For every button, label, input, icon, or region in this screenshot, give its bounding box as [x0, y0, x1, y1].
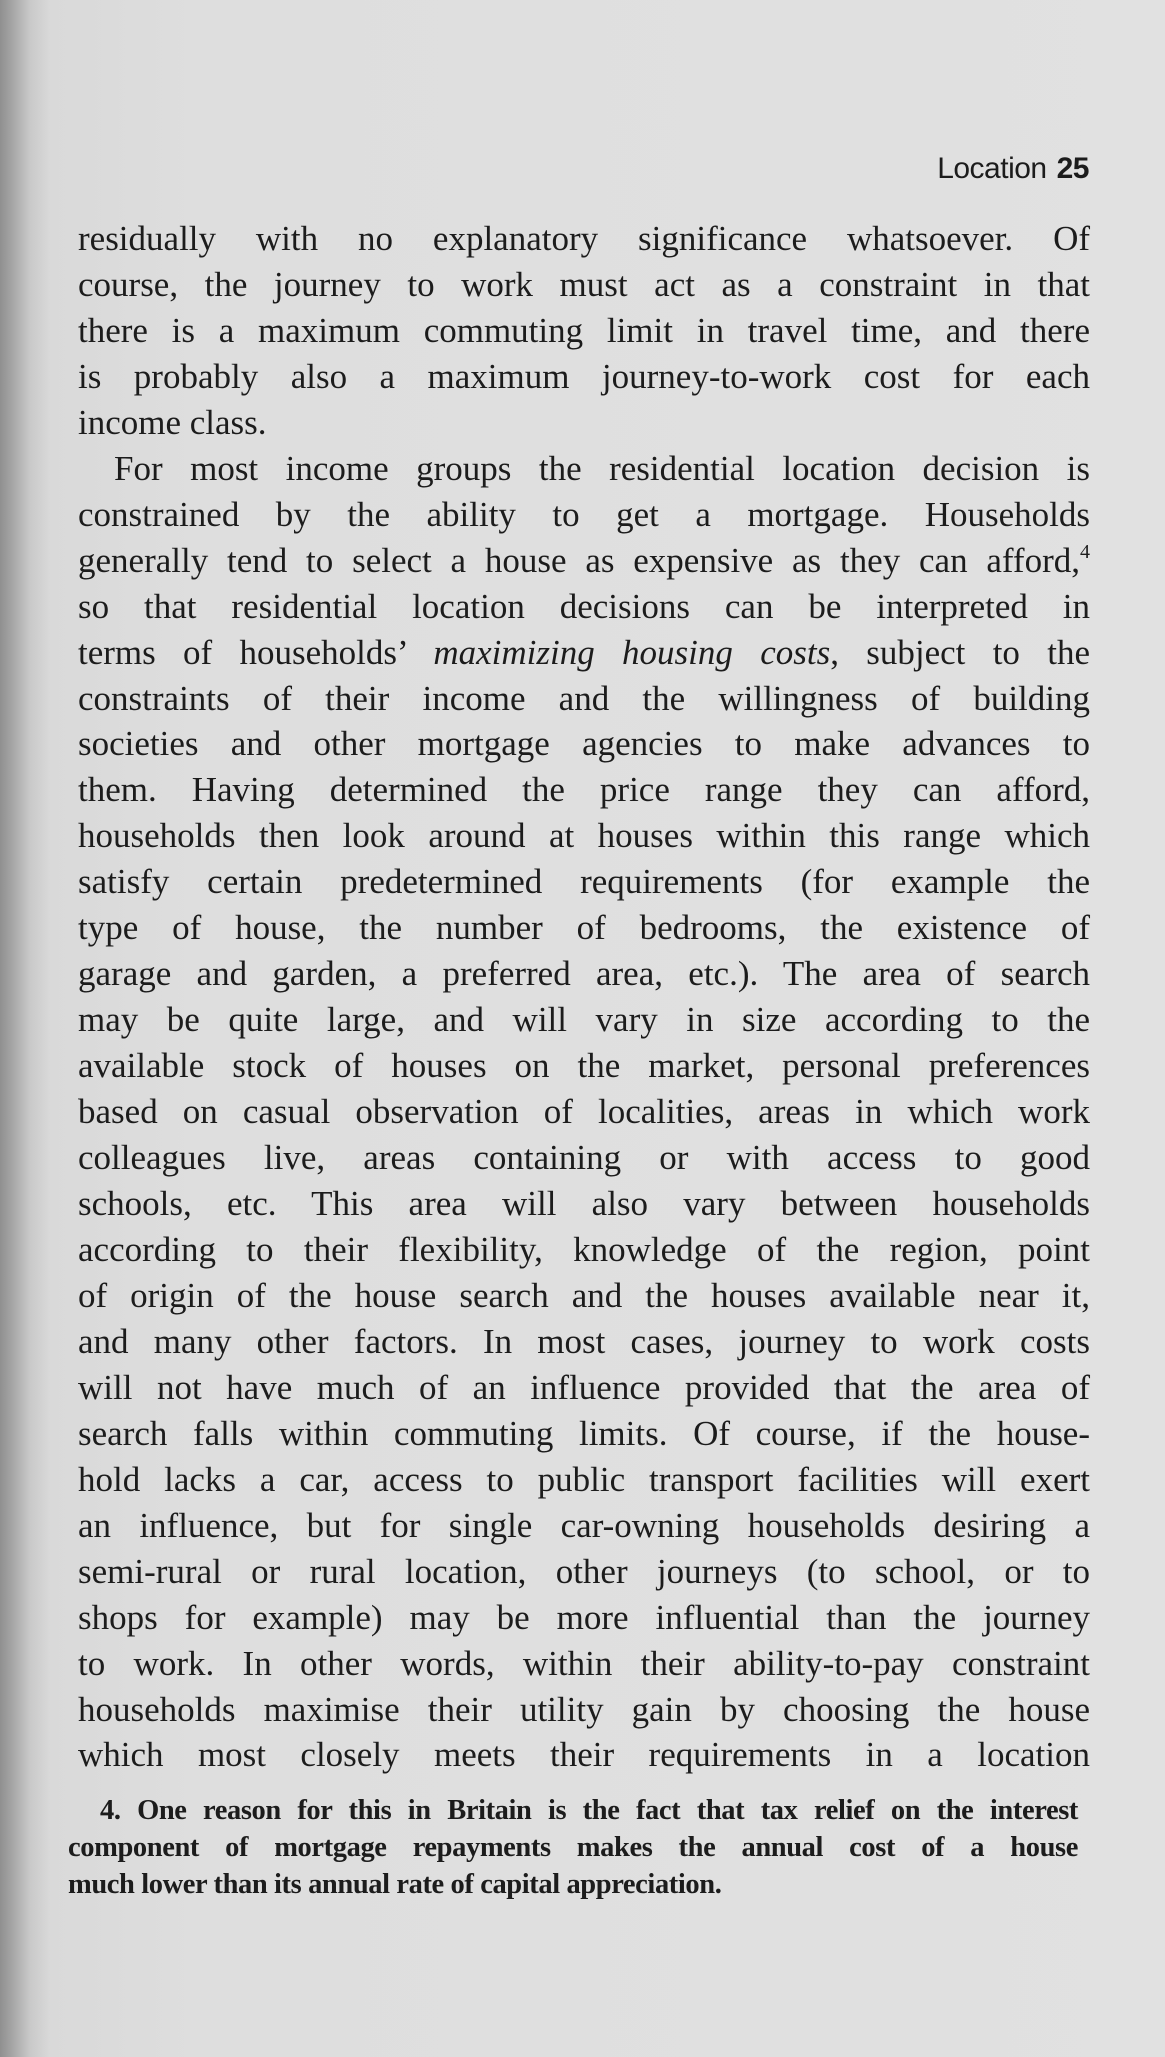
text-line: societies and other mortgage agencies to make advances to	[78, 724, 1090, 764]
page-number: 25	[1056, 152, 1089, 185]
text-line: residually with no explanatory significance whatsoever. Of	[78, 219, 1090, 258]
running-header	[937, 152, 1089, 186]
text-line: schools, etc. This area will also vary between households	[78, 1184, 1090, 1224]
text-line: there is a maximum commuting limit in travel time, and there	[78, 310, 1090, 350]
text-line: may be quite large, and will vary in size according to the	[78, 1000, 1090, 1040]
text-line: satisfy certain predetermined requirements (for example the	[78, 862, 1090, 902]
text-line: will not have much of an influence provided that the area of	[78, 1367, 1090, 1407]
text-line: and many other factors. In most cases, journey to work costs	[78, 1321, 1090, 1361]
body-text	[78, 216, 1090, 1778]
text-line: type of house, the number of bedrooms, the existence of	[78, 908, 1090, 948]
text-line: course, the journey to work must act as a constraint in that	[78, 264, 1090, 304]
text-line: so that residential location decisions can be interpreted in	[78, 586, 1090, 626]
emphasis-text: maximizing housing costs	[433, 632, 831, 672]
text-line: garage and garden, a preferred area, etc.). The area of search	[78, 954, 1090, 994]
text-line: of origin of the house search and the houses available near it,	[78, 1275, 1090, 1315]
text-line: available stock of houses on the market, personal preferences	[78, 1046, 1090, 1086]
footnote-line: much lower than its annual rate of capital appreciation.	[68, 1869, 722, 1900]
line-text: terms of households’	[78, 632, 434, 672]
line-text: generally tend to select a house as expensive as they can afford,	[78, 540, 1080, 580]
text-line: is probably also a maximum journey-to-work cost for each	[78, 356, 1090, 396]
text-line: constrained by the ability to get a mortgage. Households	[78, 494, 1090, 534]
text-line: search falls within commuting limits. Of course, if the house-	[78, 1413, 1090, 1453]
line-text: , subject to the	[830, 632, 1090, 672]
text-line: households then look around at houses within this range which	[78, 816, 1090, 856]
text-line: semi-rural or rural location, other journeys (to school, or to	[78, 1551, 1090, 1591]
text-line: constraints of their income and the willingness of building	[78, 678, 1090, 718]
footnote-line: component of mortgage repayments makes the annual cost of a house	[68, 1832, 1078, 1863]
section-title: Location	[937, 152, 1047, 185]
text-line: households maximise their utility gain by choosing the house	[78, 1689, 1090, 1729]
text-line: an influence, but for single car-owning households desiring a	[78, 1505, 1090, 1545]
text-line: income class.	[78, 402, 267, 442]
text-line	[78, 630, 1090, 676]
footnote	[68, 1792, 1078, 1903]
text-line: which most closely meets their requirements in a location	[78, 1735, 1090, 1775]
text-line	[78, 538, 1090, 584]
text-line: colleagues live, areas containing or with access to good	[78, 1138, 1090, 1178]
footnote-reference: 4	[1080, 540, 1090, 563]
text-line: according to their flexibility, knowledge of the region, point	[78, 1229, 1090, 1269]
text-line: hold lacks a car, access to public transport facilities will exert	[78, 1459, 1090, 1499]
text-line: to work. In other words, within their ability-to-pay constraint	[78, 1643, 1090, 1683]
text-line: For most income groups the residential location decision is	[114, 448, 1090, 488]
text-line: them. Having determined the price range they can afford,	[78, 770, 1090, 810]
footnote-line: 4. One reason for this in Britain is the fact that tax relief on the interest	[100, 1795, 1078, 1826]
text-line: shops for example) may be more influential than the journey	[78, 1597, 1090, 1637]
text-line: based on casual observation of localities, areas in which work	[78, 1092, 1090, 1132]
